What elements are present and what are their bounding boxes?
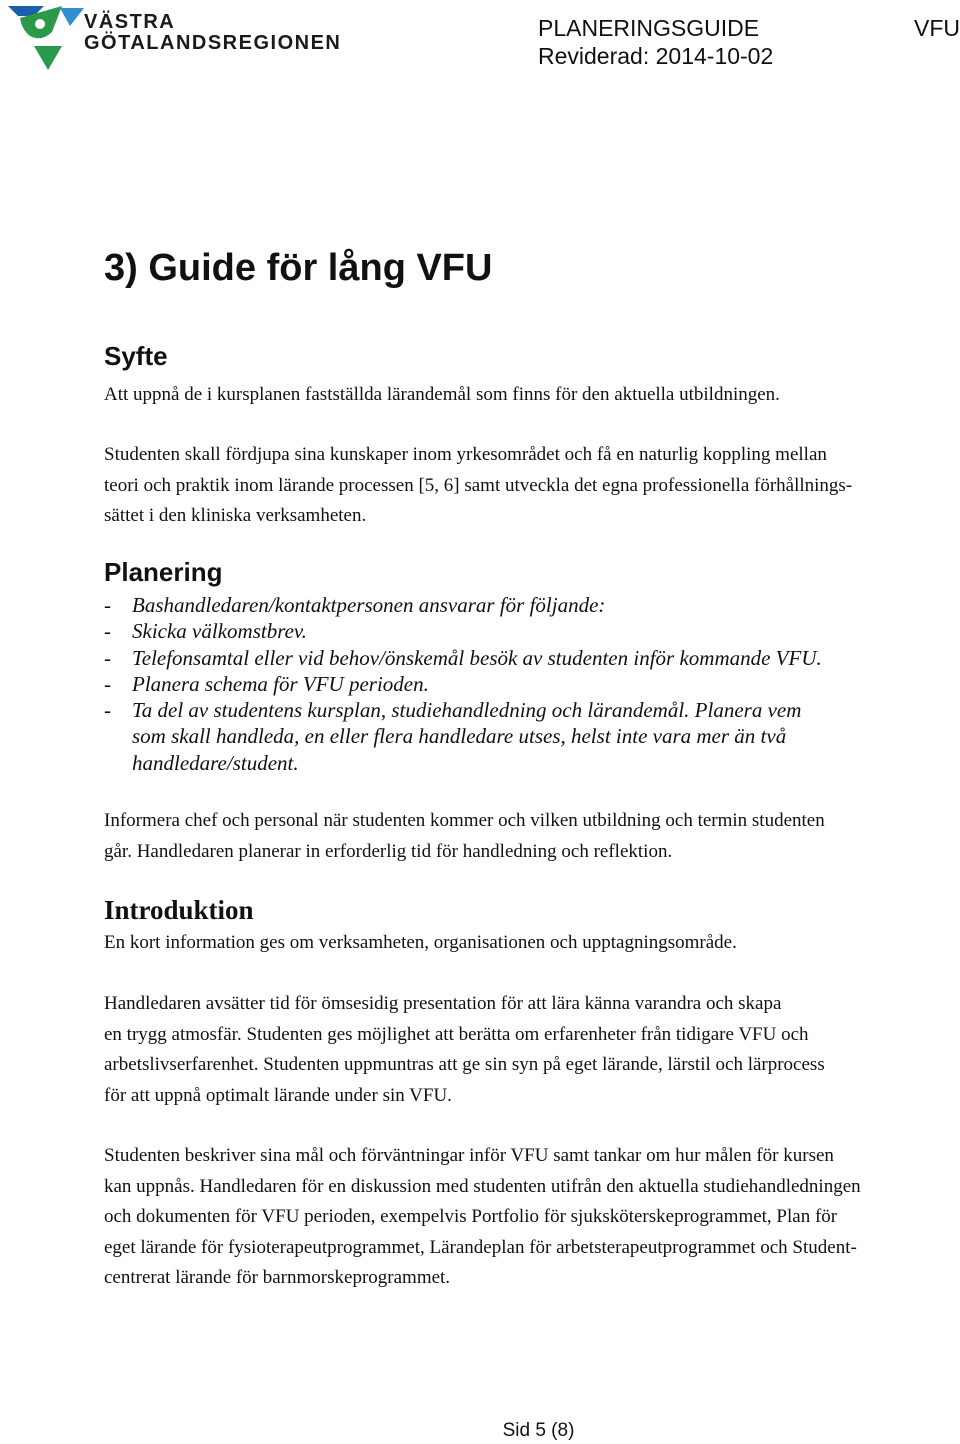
- list-dash: -: [104, 593, 111, 617]
- text-line: teori och praktik inom lärande processen [5, 6] samt utveckla det egna professionella förhållnings-: [104, 474, 853, 496]
- introduktion-paragraph-1: [104, 928, 944, 959]
- syfte-paragraph-2: [104, 440, 944, 532]
- list-item: [104, 618, 904, 644]
- text-line: för att uppnå optimalt lärande under sin VFU.: [104, 1084, 452, 1106]
- text-line: Ta del av studentens kursplan, studiehandledning och lärandemål. Planera vem: [132, 698, 802, 723]
- introduktion-paragraph-3: [104, 1141, 944, 1294]
- text-line: Skicka välkomstbrev.: [132, 619, 307, 644]
- text-line: sättet i den kliniska verksamheten.: [104, 505, 367, 527]
- text-line: Studenten beskriver sina mål och förväntningar inför VFU samt tankar om hur målen för kursen: [104, 1145, 834, 1166]
- list-item: [104, 697, 904, 776]
- list-item: [104, 592, 904, 618]
- list-item: [104, 645, 904, 671]
- section-heading-planering: Planering: [104, 557, 223, 587]
- text-line: handledare/student.: [132, 750, 299, 775]
- text-line: och dokumenten för VFU perioden, exempelvis Portfolio för sjuksköterskeprogrammet, Plan för: [104, 1206, 838, 1228]
- text-line: Bashandledaren/kontaktpersonen ansvarar för följande:: [132, 593, 606, 617]
- list-item: [104, 671, 904, 697]
- text-line: Studenten skall fördjupa sina kunskaper inom yrkesområdet och få en naturlig koppling mellan: [104, 444, 827, 465]
- text-line: En kort information ges om verksamheten, organisationen och upptagningsområde.: [104, 932, 737, 953]
- text-line: eget lärande för fysioterapeutprogrammet, Lärandeplan för arbetsterapeutprogrammet och Student-: [104, 1236, 857, 1258]
- list-dash: -: [104, 645, 111, 670]
- text-line: en trygg atmosfär. Studenten ges möjlighet att berätta om erfarenheter från tidigare VFU och: [104, 1023, 809, 1045]
- planering-paragraph: [104, 806, 944, 867]
- text-line: Att uppnå de i kursplanen fastställda lärandemål som finns för den aktuella utbildningen.: [104, 384, 780, 405]
- org-name-line2: GÖTALANDSREGIONEN: [84, 32, 342, 54]
- text-line: Planera schema för VFU perioden.: [132, 671, 429, 696]
- text-line: som skall handleda, en eller flera handledare utses, helst inte vara mer än två: [132, 724, 787, 749]
- list-dash: -: [104, 698, 111, 723]
- syfte-paragraph-1: [104, 380, 944, 411]
- text-line: kan uppnås. Handledaren för en diskussion med studenten utifrån den aktuella studiehandledningen: [104, 1175, 861, 1197]
- text-line: centrerat lärande för barnmorskeprogrammet.: [104, 1267, 451, 1289]
- text-line: går. Handledaren planerar in erforderlig tid för handledning och reflektion.: [104, 840, 673, 862]
- document-type: PLANERINGSGUIDE: [538, 15, 760, 41]
- document-tag: VFU: [914, 15, 960, 41]
- introduktion-paragraph-2: [104, 989, 944, 1111]
- org-name-line1: VÄSTRA: [84, 11, 176, 33]
- text-line: Telefonsamtal eller vid behov/önskemål besök av studenten inför kommande VFU.: [132, 645, 822, 670]
- text-line: arbetslivserfarenhet. Studenten uppmuntras att ge sin syn på eget lärande, lärstil och lärprocess: [104, 1054, 825, 1076]
- page-number: Sid 5 (8): [502, 1420, 575, 1441]
- vgr-logo-icon: [4, 2, 88, 72]
- text-line: Informera chef och personal när studenten kommer och vilken utbildning och termin studenten: [104, 810, 825, 831]
- section-heading-syfte: Syfte: [104, 341, 168, 371]
- section-heading-introduktion: Introduktion: [104, 895, 254, 925]
- list-dash: -: [104, 671, 111, 696]
- text-line: Handledaren avsätter tid för ömsesidig presentation för att lära känna varandra och skapa: [104, 993, 782, 1014]
- revision-date: Reviderad: 2014-10-02: [538, 43, 774, 69]
- list-dash: -: [104, 619, 111, 644]
- page-title: 3) Guide för lång VFU: [104, 247, 493, 289]
- org-name: [84, 12, 341, 54]
- planering-list: [104, 592, 904, 776]
